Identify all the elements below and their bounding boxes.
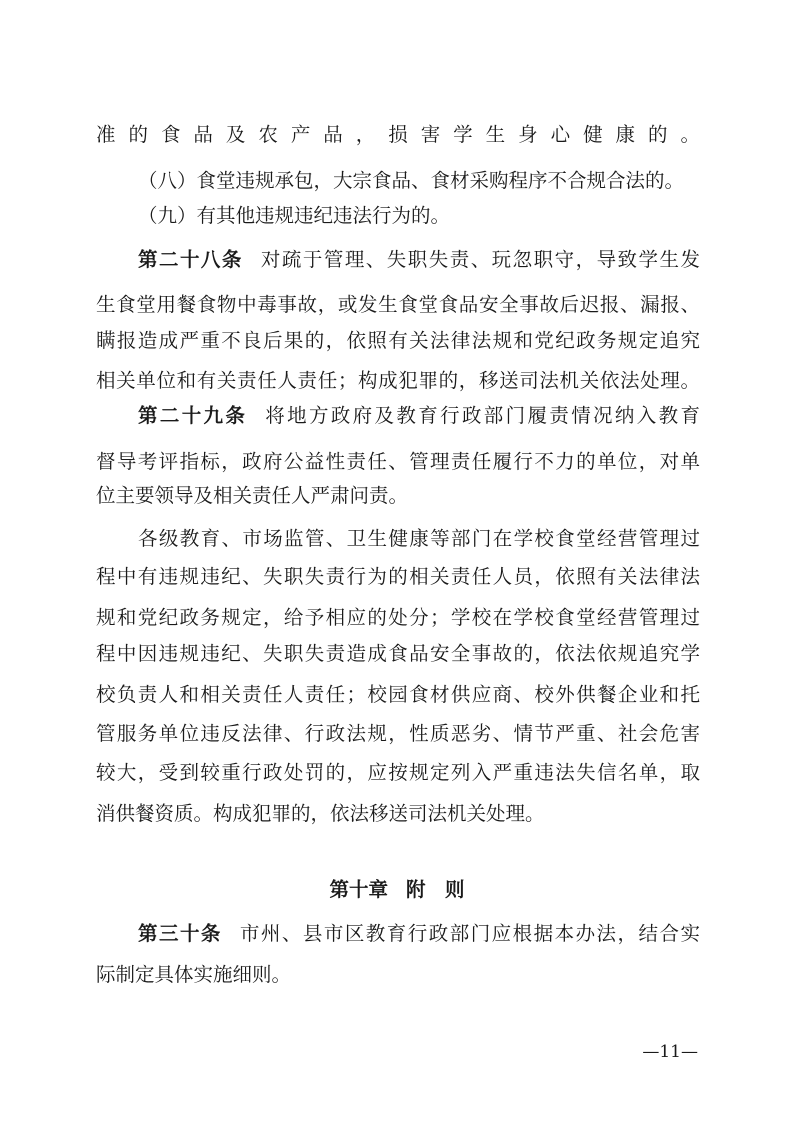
text-line: 生食堂用餐食物中毒事故，或发生食堂食品安全事故后迟报、漏报、 — [96, 293, 700, 316]
text-line: 相关单位和有关责任人责任；构成犯罪的，移送司法机关依法处理。 — [96, 369, 700, 392]
page-number: —11— — [642, 1042, 698, 1062]
article-30-text: 市州、县市区教育行政部门应根据本办法，结合实 — [239, 922, 700, 945]
text-line: 位主要领导及相关责任人严肃问责。 — [96, 484, 409, 507]
text-line: 准的食品及农产品，损害学生身心健康的。 — [96, 123, 700, 146]
article-29-text: 将地方政府及教育行政部门履责情况纳入教育 — [265, 404, 700, 427]
chapter-heading — [0, 875, 794, 905]
text-line: 校负责人和相关责任人责任；校园食材供应商、校外供餐企业和托 — [96, 683, 700, 706]
text-line: 较大，受到较重行政处罚的，应按规定列入严重违法失信名单，取 — [96, 761, 700, 784]
text-line: 瞒报造成严重不良后果的，依照有关法律法规和党纪政务规定追究 — [96, 329, 700, 352]
article-29-title: 第二十九条 — [138, 404, 248, 427]
article-28-first-line — [138, 245, 700, 275]
article-30-first-line — [138, 919, 700, 949]
list-item-9: （九）有其他违规违纪违法行为的。 — [138, 204, 451, 227]
text-line: 管服务单位违反法律、行政法规，性质恶劣、情节严重、社会危害 — [96, 722, 700, 745]
article-28-text: 对疏于管理、失职失责、玩忽职守，导致学生发 — [260, 248, 700, 271]
paragraph-first-line: 各级教育、市场监管、卫生健康等部门在学校食堂经营管理过 — [138, 527, 700, 550]
text-line: 程中有违规违纪、失职失责行为的相关责任人员，依照有关法律法 — [96, 565, 700, 588]
article-30-title: 第三十条 — [138, 922, 222, 945]
text-line: 规和党纪政务规定，给予相应的处分；学校在学校食堂经营管理过 — [96, 606, 700, 629]
text-line: 程中因违规违纪、失职失责造成食品安全事故的，依法依规追究学 — [96, 642, 700, 665]
chapter-number: 第十章 — [329, 878, 388, 901]
text-line: 际制定具体实施细则。 — [96, 963, 292, 986]
text-line: 督导考评指标，政府公益性责任、管理责任履行不力的单位，对单 — [96, 450, 700, 473]
text-line: 消供餐资质。构成犯罪的，依法移送司法机关处理。 — [96, 802, 545, 825]
chapter-name: 附 则 — [406, 878, 465, 901]
list-item-8: （八）食堂违规承包，大宗食品、食材采购程序不合规合法的。 — [138, 169, 685, 192]
article-28-title: 第二十八条 — [138, 248, 243, 271]
article-29-first-line — [138, 401, 700, 431]
